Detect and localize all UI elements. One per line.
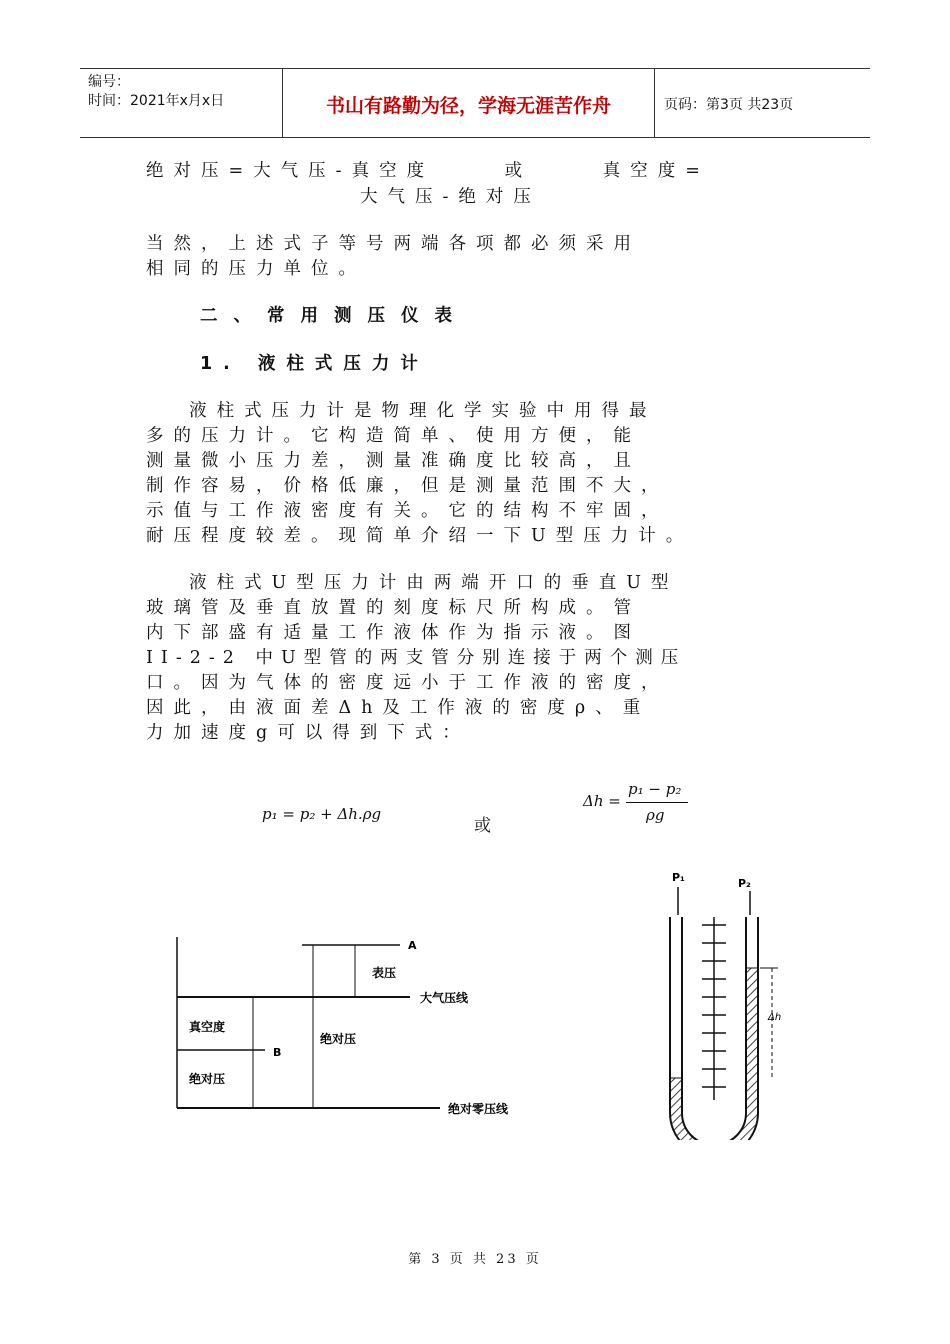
header-divider	[654, 69, 655, 137]
paragraph-line: II-2-2 中U型管的两支管分别连接于两个测压	[146, 648, 687, 668]
gauge-label: 表压	[372, 966, 397, 980]
pressure-relation-diagram	[165, 925, 565, 1155]
paragraph-line: 液柱式压力计是物理化学实验中用得最	[146, 401, 657, 421]
formula-lhs: Δh =	[583, 792, 621, 810]
paragraph-line: 因此，由液面差Δh及工作液的密度ρ、重	[146, 698, 651, 718]
formula-delta-h	[583, 780, 703, 830]
formula-or: 或	[474, 816, 491, 836]
header-meta	[88, 73, 224, 111]
formula-numerator: p₁ − p₂	[628, 780, 682, 798]
absolute-a-label: 绝对压	[320, 1032, 357, 1046]
text-line: 大气压-绝对压	[360, 187, 541, 207]
doc-time: 时间：2021年x月x日	[88, 93, 225, 109]
zero-line-label: 绝对零压线	[448, 1102, 509, 1116]
paragraph-line: 口。因为气体的密度远小于工作液的密度，	[146, 673, 669, 693]
paragraph-line: 液柱式U型压力计由两端开口的垂直U型	[146, 573, 679, 593]
page-header	[80, 68, 870, 138]
absolute-b-label: 绝对压	[189, 1072, 226, 1086]
header-motto: 书山有路勤为径，学海无涯苦作舟	[325, 95, 611, 117]
text-line: 当然，上述式子等号两端各项都必须采用	[146, 234, 641, 254]
paragraph-line: 测量微小压力差，测量准确度比较高，且	[146, 451, 641, 471]
paragraph-line: 多的压力计。它构造简单、使用方便，能	[146, 426, 641, 446]
u-tube-diagram	[650, 865, 825, 1140]
point-a-label: A	[408, 939, 417, 952]
subsection-heading: 1. 液柱式压力计	[200, 354, 429, 374]
vacuum-label: 真空度	[189, 1020, 226, 1034]
atmos-line-label: 大气压线	[420, 991, 469, 1005]
dh-label: Δh	[768, 1012, 782, 1023]
paragraph-line: 力加速度g可以得到下式：	[146, 723, 470, 743]
formula-pressure: p₁ = p₂ + Δh.ρg	[262, 805, 382, 823]
p1-label: P₁	[672, 871, 685, 884]
paragraph-line: 内下部盛有适量工作液体作为指示液。图	[146, 623, 641, 643]
doc-number: 编号：	[88, 74, 130, 90]
fraction-bar	[626, 802, 688, 803]
section-heading: 二、常用测压仪表	[200, 306, 468, 326]
formula-denominator: ρg	[646, 806, 665, 824]
paragraph-line: 玻璃管及垂直放置的刻度标尺所构成。管	[146, 598, 641, 618]
paragraph-line: 示值与工作液密度有关。它的结构不牢固，	[146, 501, 669, 521]
text-line: 绝对压=大气压-真空度 或 真空度=	[146, 161, 710, 181]
page-footer: 第 3 页 共 23 页	[408, 1252, 542, 1267]
header-page-info: 页码：第3页 共23页	[664, 97, 794, 113]
paragraph-line: 耐压程度较差。现简单介绍一下U型压力计。	[146, 526, 694, 546]
point-b-label: B	[273, 1046, 282, 1059]
text-line: 相同的压力单位。	[146, 259, 366, 279]
paragraph-line: 制作容易，价格低廉，但是测量范围不大，	[146, 476, 669, 496]
p2-label: P₂	[738, 877, 751, 890]
